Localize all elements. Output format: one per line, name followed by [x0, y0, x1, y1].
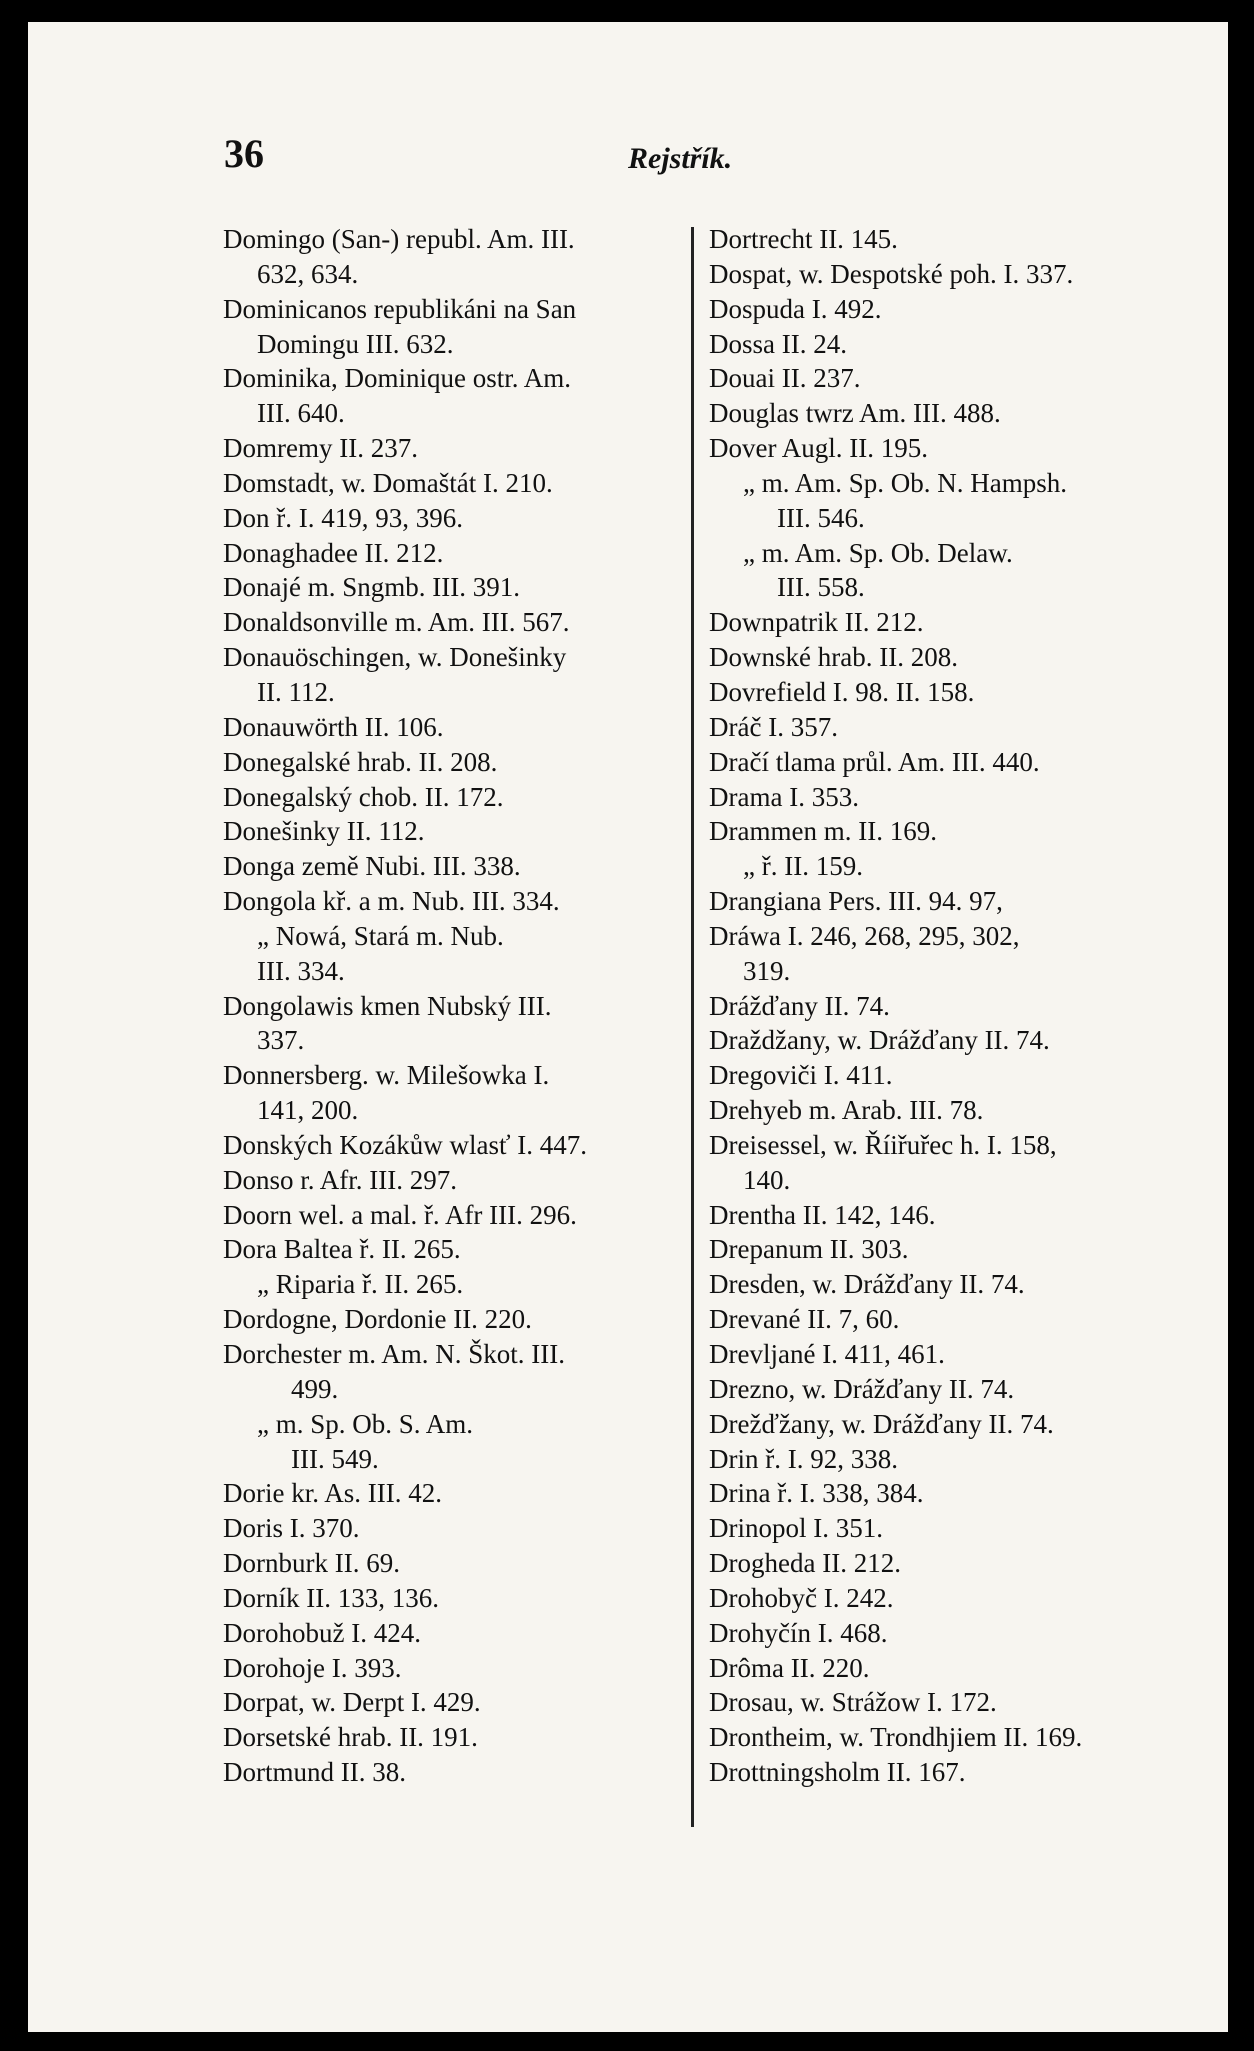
index-entry: Drežďžany, w. Drážďany II. 74. — [709, 1408, 1054, 1439]
index-entry: Douai II. 237. — [709, 363, 861, 394]
index-entry: Dračí tlama průl. Am. III. 440. — [709, 746, 1040, 777]
index-entry: Dornburk II. 69. — [223, 1548, 400, 1579]
index-entry: Donajé m. Sngmb. III. 391. — [223, 572, 520, 603]
index-entry: 319. — [743, 955, 791, 986]
index-entry: Drentha II. 142, 146. — [709, 1199, 936, 1230]
index-entry: Drammen m. II. 169. — [709, 816, 937, 847]
index-entry: „ Riparia ř. II. 265. — [257, 1269, 464, 1300]
page-number: 36 — [224, 131, 264, 176]
index-entry: Dresden, w. Drážďany II. 74. — [709, 1269, 1025, 1300]
index-entry: Drottningsholm II. 167. — [709, 1757, 966, 1788]
index-entry: Dongola kř. a m. Nub. III. 334. — [223, 886, 560, 917]
index-entry: Dorohoje I. 393. — [223, 1652, 402, 1683]
index-entry: Domremy II. 237. — [223, 433, 418, 464]
index-entry: Dorsetské hrab. II. 191. — [223, 1722, 478, 1753]
index-entry: Dossa II. 24. — [709, 328, 847, 359]
index-entry: Dorpat, w. Derpt I. 429. — [223, 1687, 481, 1718]
index-entry: II. 112. — [257, 676, 335, 707]
index-column-left — [223, 222, 703, 1790]
index-entry: 337. — [257, 1025, 305, 1056]
index-entry: Drevljané I. 411, 461. — [709, 1339, 945, 1369]
index-entry: „ Nowá, Stará m. Nub. — [257, 920, 504, 951]
index-entry: Drážďany II. 74. — [709, 990, 890, 1021]
index-entry: 141, 200. — [257, 1095, 359, 1126]
index-entry: Dongolawis kmen Nubský III. — [223, 990, 552, 1021]
index-entry: III. 549. — [291, 1443, 379, 1474]
index-entry: Drangiana Pers. III. 94. 97, — [709, 886, 1003, 917]
index-entry: „ m. Sp. Ob. S. Am. — [257, 1408, 474, 1439]
index-entry: Drogheda II. 212. — [709, 1548, 901, 1579]
index-entry: Doorn wel. a mal. ř. Afr III. 296. — [223, 1199, 577, 1230]
index-entry: Dorchester m. Am. N. Škot. III. — [223, 1339, 565, 1369]
index-entry: „ ř. II. 159. — [743, 851, 863, 882]
index-entry: III. 640. — [257, 398, 345, 429]
index-entry: Dovrefield I. 98. II. 158. — [709, 676, 975, 707]
index-column-right — [709, 222, 1199, 1790]
index-entry: Drevané II. 7, 60. — [709, 1304, 900, 1335]
index-entry: Dráč I. 357. — [709, 711, 838, 742]
index-entry: Dominicanos republikáni na San — [223, 293, 577, 324]
index-entry: Domingu III. 632. — [257, 328, 454, 359]
column-divider — [691, 227, 694, 1827]
index-entry: Drôma II. 220. — [709, 1652, 870, 1683]
index-entry: Dover Augl. II. 195. — [709, 433, 928, 464]
index-entry: III. 334. — [257, 955, 345, 986]
index-entry: Donských Kozákůw wlasť I. 447. — [223, 1129, 587, 1160]
index-entry: Drontheim, w. Trondhjiem II. 169. — [709, 1722, 1083, 1753]
index-entry: Donaghadee II. 212. — [223, 537, 444, 568]
index-entry: III. 558. — [777, 572, 865, 603]
index-entry: 499. — [291, 1373, 339, 1404]
index-entry: Domstadt, w. Domaštát I. 210. — [223, 467, 553, 498]
index-entry: Donauöschingen, w. Donešinky — [223, 642, 567, 673]
index-entry: Dortmund II. 38. — [223, 1757, 406, 1788]
running-head: Rejstřík. — [628, 142, 733, 175]
index-entry: Donešinky II. 112. — [223, 816, 425, 847]
index-entry: Donga země Nubi. III. 338. — [223, 851, 521, 882]
index-entry: Dora Baltea ř. II. 265. — [223, 1234, 461, 1265]
index-entry: Drama I. 353. — [709, 781, 859, 812]
index-entry: Drepanum II. 303. — [709, 1234, 909, 1265]
index-entry: Drina ř. I. 338, 384. — [709, 1478, 924, 1509]
index-entry: Drinopol I. 351. — [709, 1513, 883, 1544]
index-entry: Dreisessel, w. Říiřuřec h. I. 158, — [709, 1129, 1057, 1160]
index-entry: Drehyeb m. Arab. III. 78. — [709, 1095, 984, 1126]
index-entry: Dráwa I. 246, 268, 295, 302, — [709, 920, 1020, 951]
index-entry: Donnersberg. w. Milešowka I. — [223, 1060, 550, 1091]
index-entry: „ m. Am. Sp. Ob. N. Hampsh. — [743, 467, 1067, 498]
index-entry: 140. — [743, 1164, 791, 1195]
index-entry: III. 546. — [777, 502, 865, 533]
index-entry: Dorie kr. As. III. 42. — [223, 1478, 442, 1509]
index-entry: Drohobyč I. 242. — [709, 1582, 894, 1613]
index-entry: Drezno, w. Drážďany II. 74. — [709, 1373, 1015, 1404]
index-entry: Domingo (San-) republ. Am. III. — [223, 224, 575, 254]
index-entry: Drosau, w. Strážow I. 172. — [709, 1687, 997, 1718]
index-entry: „ m. Am. Sp. Ob. Delaw. — [743, 537, 1013, 568]
index-entry: Donauwörth II. 106. — [223, 711, 444, 742]
index-entry: Donegalské hrab. II. 208. — [223, 746, 498, 777]
index-entry: Draždžany, w. Drážďany II. 74. — [709, 1025, 1050, 1056]
book-page — [28, 22, 1228, 2032]
index-entry: Donso r. Afr. III. 297. — [223, 1164, 457, 1195]
index-entry: Dregoviči I. 411. — [709, 1060, 893, 1091]
index-entry: Downpatrik II. 212. — [709, 607, 924, 638]
index-entry: Dorník II. 133, 136. — [223, 1582, 439, 1613]
index-entry: Dortrecht II. 145. — [709, 224, 898, 254]
index-entry: Dospat, w. Despotské poh. I. 337. — [709, 258, 1074, 289]
index-entry: Dordogne, Dordonie II. 220. — [223, 1304, 532, 1335]
index-entry: Donaldsonville m. Am. III. 567. — [223, 607, 570, 638]
index-entry: Dorohobuž I. 424. — [223, 1617, 421, 1648]
index-entry: Downské hrab. II. 208. — [709, 642, 958, 673]
index-entry: Dospuda I. 492. — [709, 293, 882, 324]
index-entry: 632, 634. — [257, 258, 359, 289]
index-entry: Douglas twrz Am. III. 488. — [709, 398, 1001, 429]
index-entry: Don ř. I. 419, 93, 396. — [223, 502, 463, 533]
index-entry: Drohyčín I. 468. — [709, 1617, 888, 1648]
index-entry: Dominika, Dominique ostr. Am. — [223, 363, 571, 394]
index-entry: Drin ř. I. 92, 338. — [709, 1443, 898, 1474]
index-entry: Donegalský chob. II. 172. — [223, 781, 504, 812]
index-entry: Doris I. 370. — [223, 1513, 360, 1544]
